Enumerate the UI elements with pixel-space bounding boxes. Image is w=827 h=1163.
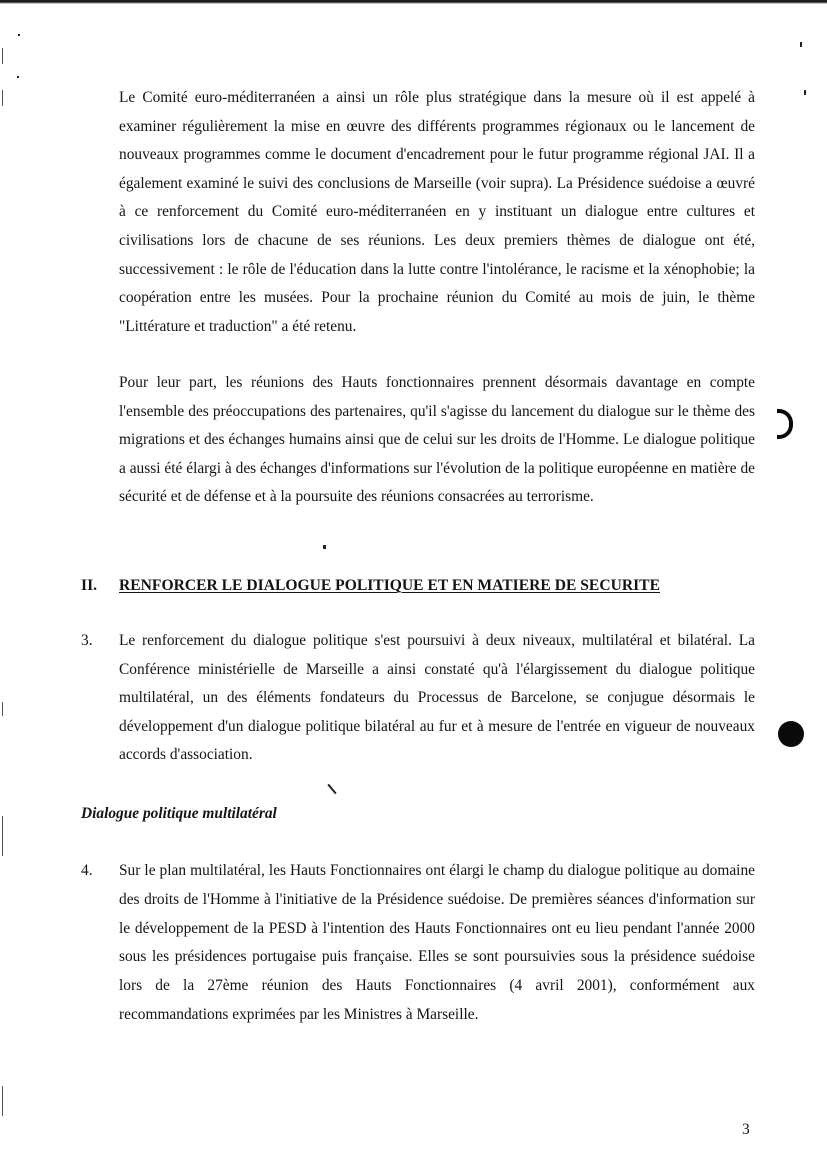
scan-top-rule — [0, 0, 827, 4]
binder-notch-mark — [777, 409, 793, 439]
scan-left-mark — [2, 1086, 3, 1116]
scan-speck — [804, 90, 806, 95]
scan-speck — [327, 784, 336, 794]
scan-speck — [18, 34, 20, 36]
binder-hole-mark — [778, 721, 804, 747]
scan-left-mark — [2, 90, 3, 106]
subheading-dialogue-multilateral: Dialogue politique multilatéral — [81, 805, 277, 822]
item-number-3: 3. — [81, 632, 93, 649]
page-number: 3 — [742, 1121, 750, 1138]
section-heading — [81, 572, 660, 600]
scan-left-mark — [2, 48, 3, 64]
item-text-4: Sur le plan multilatéral, les Hauts Fonctionnaires ont élargi le champ du dialogue politique au domaine des droits de l'Homme à l'initiative de la Présidence suédoise. De premières séances d'information sur le développement de la PESD à l'intention des Hauts Fonctionnaires ont eu lieu pendant l'année 2000 sous les présidences portugaise puis française. Elles se sont poursuivies sous la présidence suédoise lors de la 27ème réunion des Hauts Fonctionnaires (4 avril 2001), conformément aux recommandations exprimées par les Ministres à Marseille. — [119, 862, 755, 1023]
scan-left-mark — [2, 816, 3, 856]
item-text-3: Le renforcement du dialogue politique s'est poursuivi à deux niveaux, multilatéral et bilatéral. La Conférence ministérielle de Marseille a ainsi constaté qu'à l'élargissement du dialogue politique multilatéral, un des éléments fondateurs du Processus de Barcelone, se conjugue désormais le développement d'un dialogue politique bilatéral au fur et à mesure de l'entrée en vigueur de nouveaux accords d'association. — [119, 632, 755, 764]
item-number-4: 4. — [81, 862, 93, 879]
scan-left-mark — [2, 702, 3, 716]
scan-speck — [800, 42, 802, 47]
scan-speck — [323, 545, 326, 549]
section-number: II. — [81, 577, 98, 594]
scan-speck — [17, 76, 19, 78]
paragraph-comite: Le Comité euro-méditerranéen a ainsi un rôle plus stratégique dans la mesure où il est appelé à examiner régulièrement la mise en œuvre des différents programmes régionaux ou le lancement de nouveaux programmes comme le document d'encadrement pour le futur programme régional JAI. Il a également examiné le suivi des conclusions de Marseille (voir supra). La Présidence suédoise a œuvré à ce renforcement du Comité euro-méditerranéen en y instituant un dialogue entre cultures et civilisations lors de chacune de ses réunions. Les deux premiers thèmes de dialogue ont été, successivement : le rôle de l'éducation dans la lutte contre l'intolérance, le racisme et la xénophobie; la coopération entre les musées. Pour la prochaine réunion du Comité au mois de juin, le thème "Littérature et traduction" a été retenu. — [119, 89, 755, 335]
section-title: RENFORCER LE DIALOGUE POLITIQUE ET EN MATIERE DE SECURITE — [119, 577, 660, 594]
paragraph-hauts-fonctionnaires: Pour leur part, les réunions des Hauts fonctionnaires prennent désormais davantage en compte l'ensemble des préoccupations des partenaires, qu'il s'agisse du lancement du dialogue sur le thème des migrations et des échanges humains ainsi que de celui sur les droits de l'Homme. Le dialogue politique a aussi été élargi à des échanges d'informations sur l'évolution de la politique européenne en matière de sécurité et de défense et à la poursuite des réunions consacrées au terrorisme. — [119, 374, 755, 506]
